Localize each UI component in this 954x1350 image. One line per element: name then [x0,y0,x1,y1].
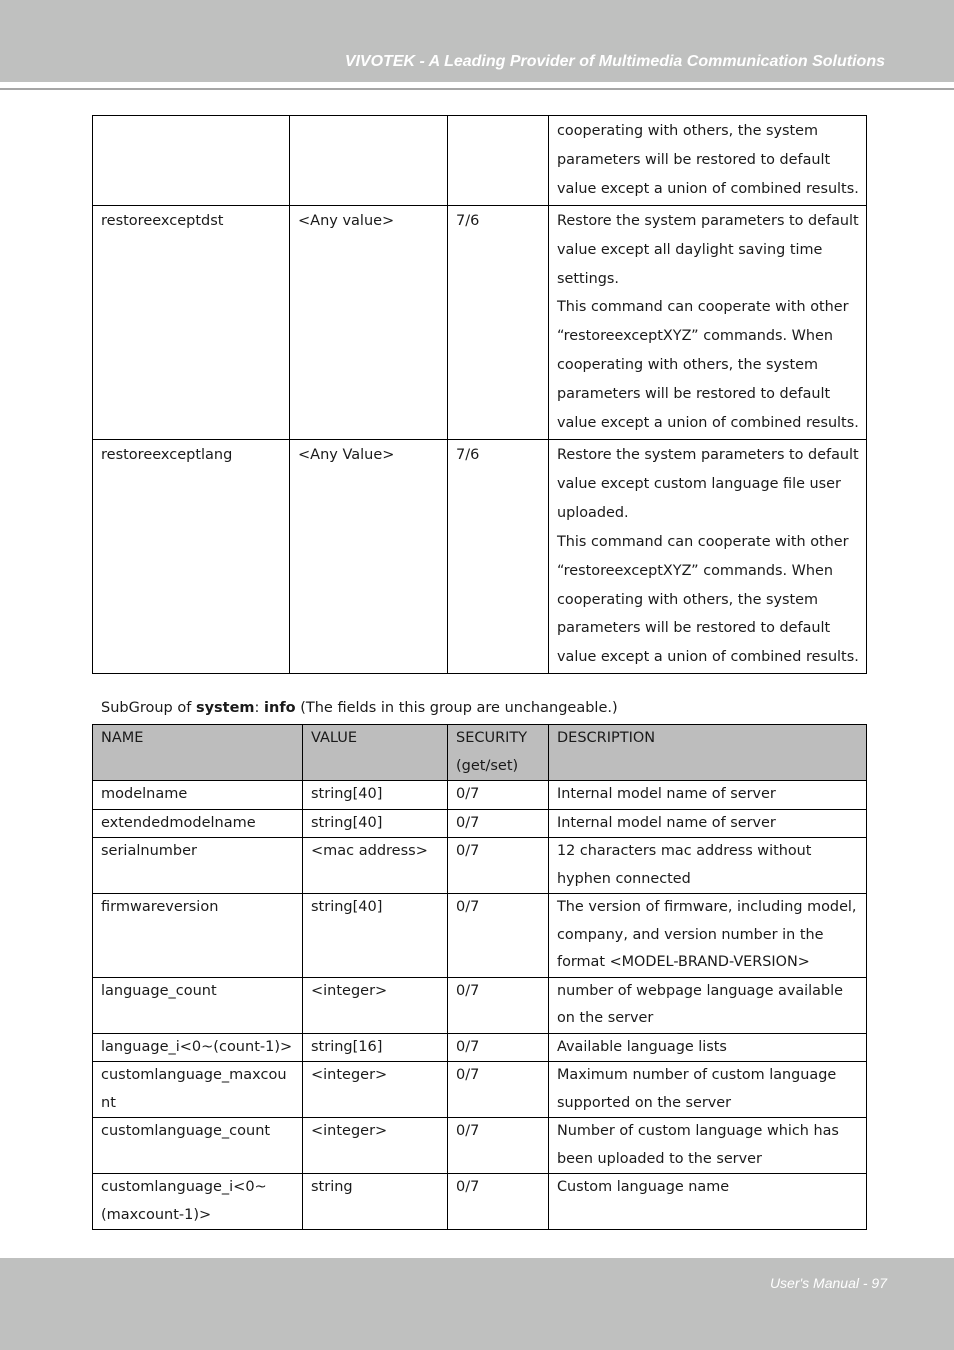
param-value: <integer> [303,977,448,1033]
system-restore-table [92,115,867,674]
param-security: 0/7 [448,1118,549,1174]
param-security: 7/6 [448,205,549,439]
param-security: 0/7 [448,838,549,894]
header-name: NAME [93,725,303,781]
description-text: Restore the system parameters to default value except custom language file user uploaded. [557,446,859,521]
param-value: string [303,1174,448,1230]
param-description [549,205,867,439]
table-row [93,838,867,894]
param-name: restoreexceptlang [93,439,290,673]
param-security: 0/7 [448,1033,549,1062]
param-value: string[40] [303,809,448,838]
param-value: <mac address> [303,838,448,894]
header-value: VALUE [303,725,448,781]
param-description: Internal model name of server [549,809,867,838]
param-name: customlanguage_i<0~(maxcount-1)> [93,1174,303,1230]
param-security: 0/7 [448,894,549,978]
param-value: <Any value> [290,205,448,439]
param-description: cooperating with others, the system parameters will be restored to default value except a union of combined results. [549,116,867,206]
param-name: serialnumber [93,838,303,894]
param-security: 0/7 [448,1062,549,1118]
param-description: 12 characters mac address without hyphen connected [549,838,867,894]
param-name: modelname [93,781,303,810]
param-description: Custom language name [549,1174,867,1230]
param-security [448,116,549,206]
param-name: customlanguage_maxcount [93,1062,303,1118]
subgroup-name: info [264,700,296,716]
param-value: string[40] [303,894,448,978]
subgroup-prefix: SubGroup of [101,700,196,716]
param-security: 0/7 [448,1174,549,1230]
page-number: User's Manual - 97 [769,1275,887,1291]
table-row [93,781,867,810]
header-divider [0,88,954,90]
param-security: 0/7 [448,809,549,838]
page-header [0,0,954,82]
description-text: Restore the system parameters to default value except all daylight saving time settings. [557,212,859,287]
param-name: restoreexceptdst [93,205,290,439]
table-row [93,1118,867,1174]
subgroup-caption [101,700,618,716]
table-row [93,439,867,673]
param-value: <integer> [303,1062,448,1118]
param-description: Internal model name of server [549,781,867,810]
param-description: Number of custom language which has been uploaded to the server [549,1118,867,1174]
param-description: Maximum number of custom language supported on the server [549,1062,867,1118]
param-security: 0/7 [448,977,549,1033]
subgroup-separator: : [254,700,265,716]
table-row [93,1174,867,1230]
param-name: customlanguage_count [93,1118,303,1174]
param-description [549,439,867,673]
param-name: firmwareversion [93,894,303,978]
table-row [93,809,867,838]
param-name [93,116,290,206]
header-security: SECURITY (get/set) [448,725,549,781]
subgroup-group: system [195,700,255,716]
description-note: This command can cooperate with other “restoreexceptXYZ” commands. When cooperating with others, the system parameters will be restored to default value except a union of combined results. [557,533,859,666]
table-row [93,894,867,978]
table-row [93,116,867,206]
param-value: string[16] [303,1033,448,1062]
system-info-table [92,724,867,1230]
table-row [93,1062,867,1118]
param-value: <integer> [303,1118,448,1174]
param-description: The version of firmware, including model, company, and version number in the format <MODEL-BRAND-VERSION> [549,894,867,978]
param-name: extendedmodelname [93,809,303,838]
table-row [93,1033,867,1062]
page-footer [0,1258,954,1350]
param-value: <Any Value> [290,439,448,673]
table-header-row [93,725,867,781]
description-note: This command can cooperate with other “restoreexceptXYZ” commands. When cooperating with others, the system parameters will be restored to default value except a union of combined results. [557,299,859,432]
param-security: 0/7 [448,781,549,810]
table-row [93,977,867,1033]
param-value: string[40] [303,781,448,810]
param-name: language_i<0~(count-1)> [93,1033,303,1062]
param-security: 7/6 [448,439,549,673]
param-value [290,116,448,206]
subgroup-note: (The fields in this group are unchangeable.) [295,700,618,716]
param-description: number of webpage language available on the server [549,977,867,1033]
header-description: DESCRIPTION [549,725,867,781]
param-name: language_count [93,977,303,1033]
header-title: VIVOTEK - A Leading Provider of Multimedia Communication Solutions [344,53,885,70]
table-row [93,205,867,439]
param-description: Available language lists [549,1033,867,1062]
